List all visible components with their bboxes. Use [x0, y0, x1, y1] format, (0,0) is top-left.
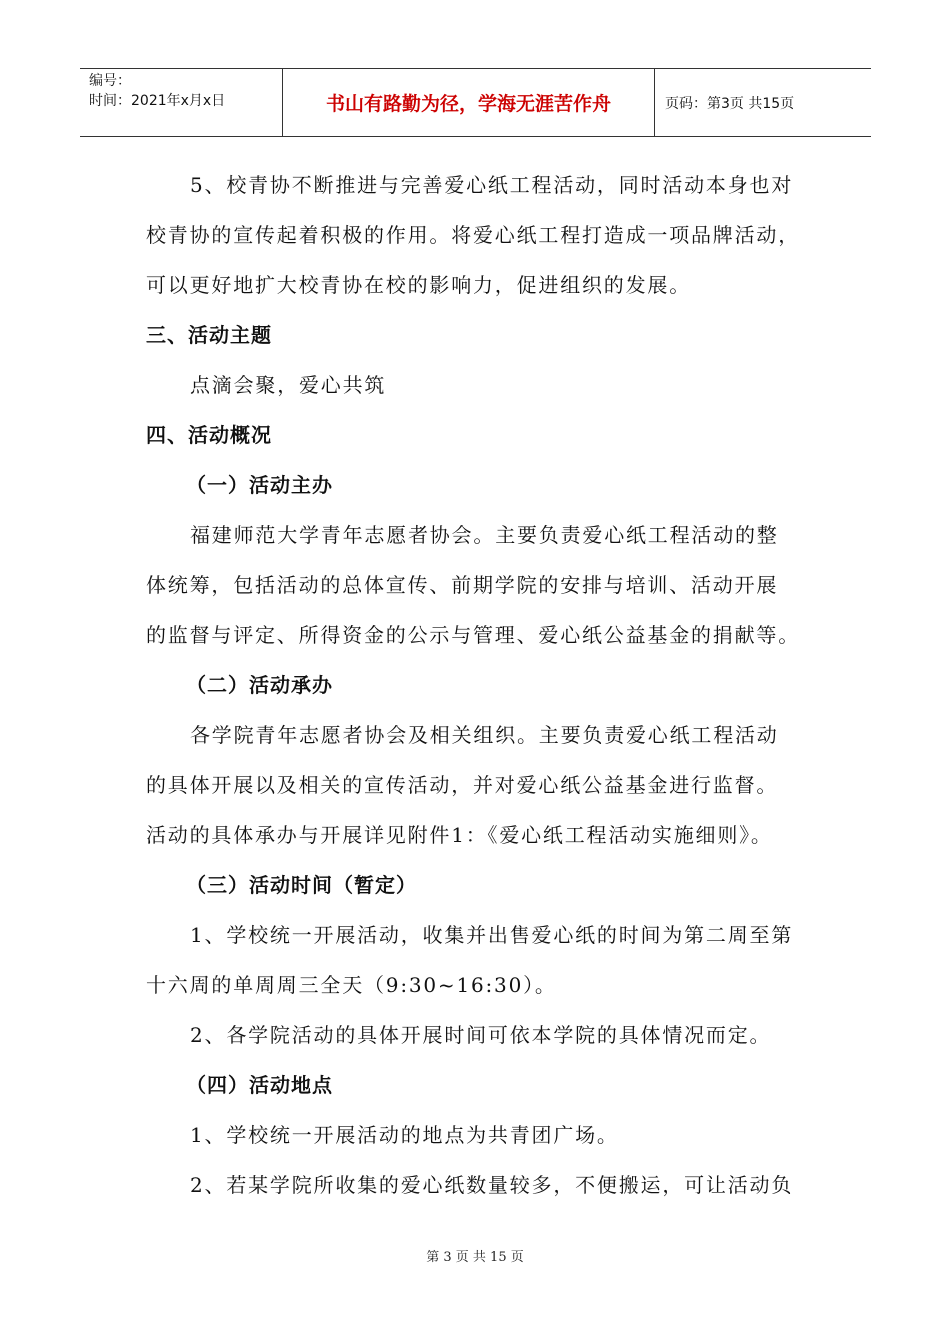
subsection-heading: （三）活动时间（暂定）	[186, 873, 417, 897]
body-line: 点滴会聚，爱心共筑	[190, 373, 387, 397]
body-line: 各学院青年志愿者协会及相关组织。主要负责爱心纸工程活动	[190, 723, 779, 747]
body-line: 的具体开展以及相关的宣传活动，并对爱心纸公益基金进行监督。	[146, 773, 779, 797]
time-label: 时间：2021年x月x日	[89, 93, 226, 109]
body-line: 十六周的单周周三全天（9:30~16:30）。	[146, 973, 557, 997]
body-line: 2、若某学院所收集的爱心纸数量较多，不便搬运，可让活动负	[190, 1173, 794, 1197]
body-line: 活动的具体承办与开展详见附件1：《爱心纸工程活动实施细则》。	[146, 823, 773, 847]
body-line: 1、学校统一开展活动的地点为共青团广场。	[190, 1123, 619, 1147]
header-page-label: 页码：第3页 共15页	[665, 95, 795, 112]
body-line: 1、学校统一开展活动，收集并出售爱心纸的时间为第二周至第	[190, 923, 794, 947]
subsection-heading: （一）活动主办	[186, 473, 333, 497]
body-line: 福建师范大学青年志愿者协会。主要负责爱心纸工程活动的整	[190, 523, 779, 547]
page-header	[80, 68, 871, 137]
section-heading: 三、活动主题	[146, 323, 272, 347]
section-heading: 四、活动概况	[146, 423, 272, 447]
subsection-heading: （二）活动承办	[186, 673, 333, 697]
body-line: 2、各学院活动的具体开展时间可依本学院的具体情况而定。	[190, 1023, 772, 1047]
body-line: 校青协的宣传起着积极的作用。将爱心纸工程打造成一项品牌活动，	[146, 223, 800, 247]
body-line: 的监督与评定、所得资金的公示与管理、爱心纸公益基金的捐献等。	[146, 623, 800, 647]
body-line: 5、校青协不断推进与完善爱心纸工程活动，同时活动本身也对	[190, 173, 794, 197]
document-body	[146, 160, 826, 1210]
body-line: 可以更好地扩大校青协在校的影响力，促进组织的发展。	[146, 273, 691, 297]
subsection-heading: （四）活动地点	[186, 1073, 333, 1097]
page-footer: 第 3 页 共 15 页	[426, 1250, 524, 1265]
body-line: 体统筹，包括活动的总体宣传、前期学院的安排与培训、活动开展	[146, 573, 779, 597]
header-meta	[80, 69, 283, 136]
header-motto: 书山有路勤为径，学海无涯苦作舟	[283, 69, 655, 136]
number-label: 编号：	[89, 73, 131, 89]
